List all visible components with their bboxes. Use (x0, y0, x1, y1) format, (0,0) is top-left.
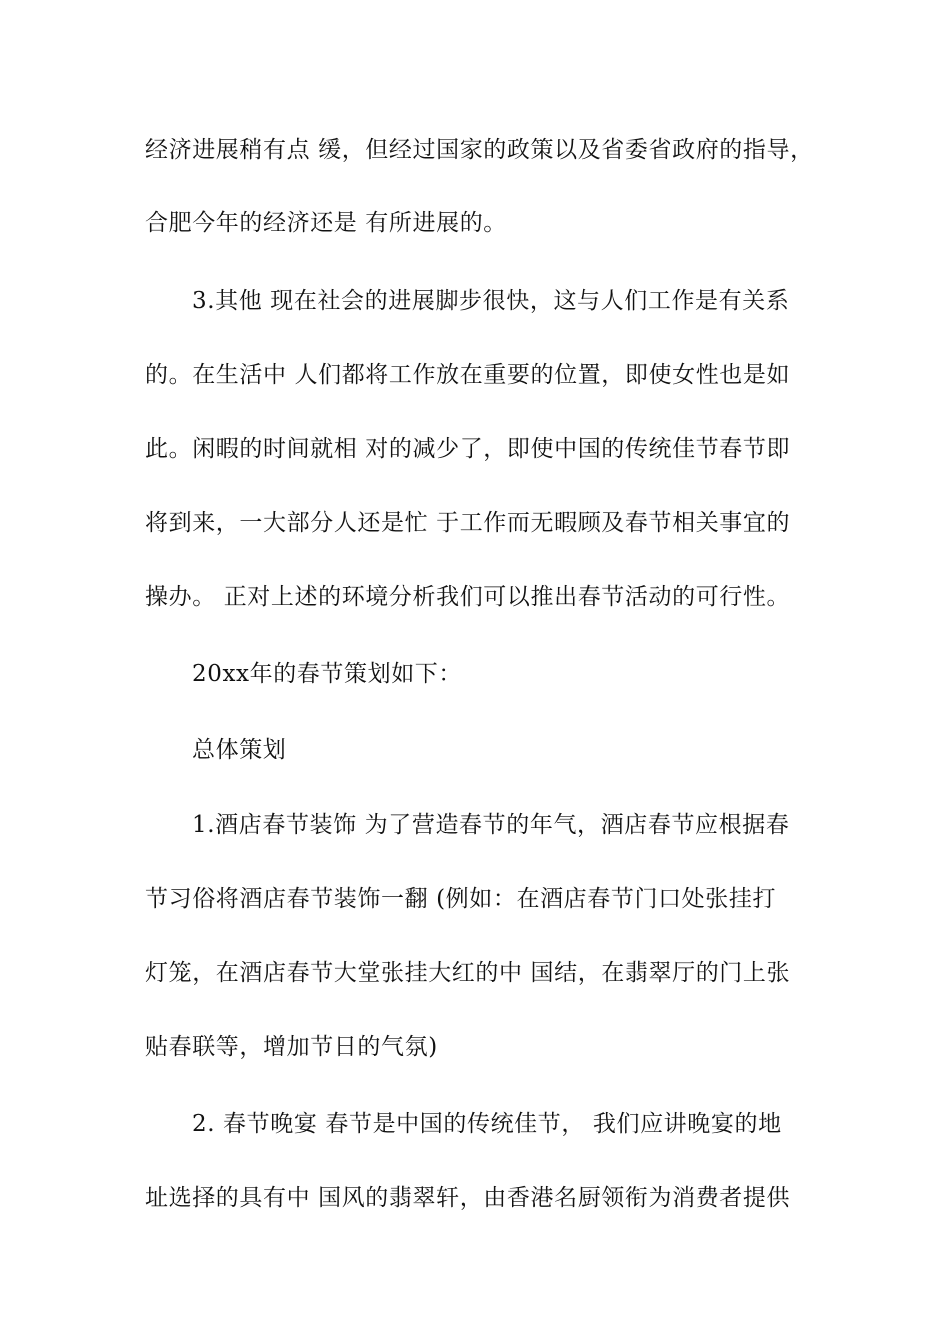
text-line: 合肥今年的经济还是 有所进展的。 (145, 210, 507, 236)
text-line: 1.酒店春节装饰 为了营造春节的年气，酒店春节应根据春 (192, 812, 790, 838)
text-line: 2. 春节晚宴 春节是中国的传统佳节， 我们应讲晚宴的地 (192, 1111, 782, 1137)
text-line: 节习俗将酒店春节装饰一翻 (例如：在酒店春节门口处张挂打 (145, 886, 777, 912)
text-line: 址选择的具有中 国风的翡翠轩，由香港名厨领衔为消费者提供 (145, 1185, 791, 1211)
text-line: 贴春联等，增加节日的气氛) (145, 1034, 438, 1060)
section-heading: 总体策划 (192, 737, 287, 763)
text-line: 操办。 正对上述的环境分析我们可以推出春节活动的可行性。 (145, 584, 791, 610)
text-line: 将到来，一大部分人还是忙 于工作而无暇顾及春节相关事宜的 (145, 510, 791, 536)
text-line: 灯笼，在酒店春节大堂张挂大红的中 国结，在翡翠厅的门上张 (145, 960, 791, 986)
text-line: 的。在生活中 人们都将工作放在重要的位置，即使女性也是如 (145, 362, 791, 388)
text-line: 3.其他 现在社会的进展脚步很快，这与人们工作是有关系 (192, 288, 790, 314)
text-line: 经济进展稍有点 缓，但经过国家的政策以及省委省政府的指导， (145, 137, 814, 163)
text-line: 20xx年的春节策划如下： (192, 661, 463, 687)
text-line: 此。闲暇的时间就相 对的减少了，即使中国的传统佳节春节即 (145, 436, 791, 462)
